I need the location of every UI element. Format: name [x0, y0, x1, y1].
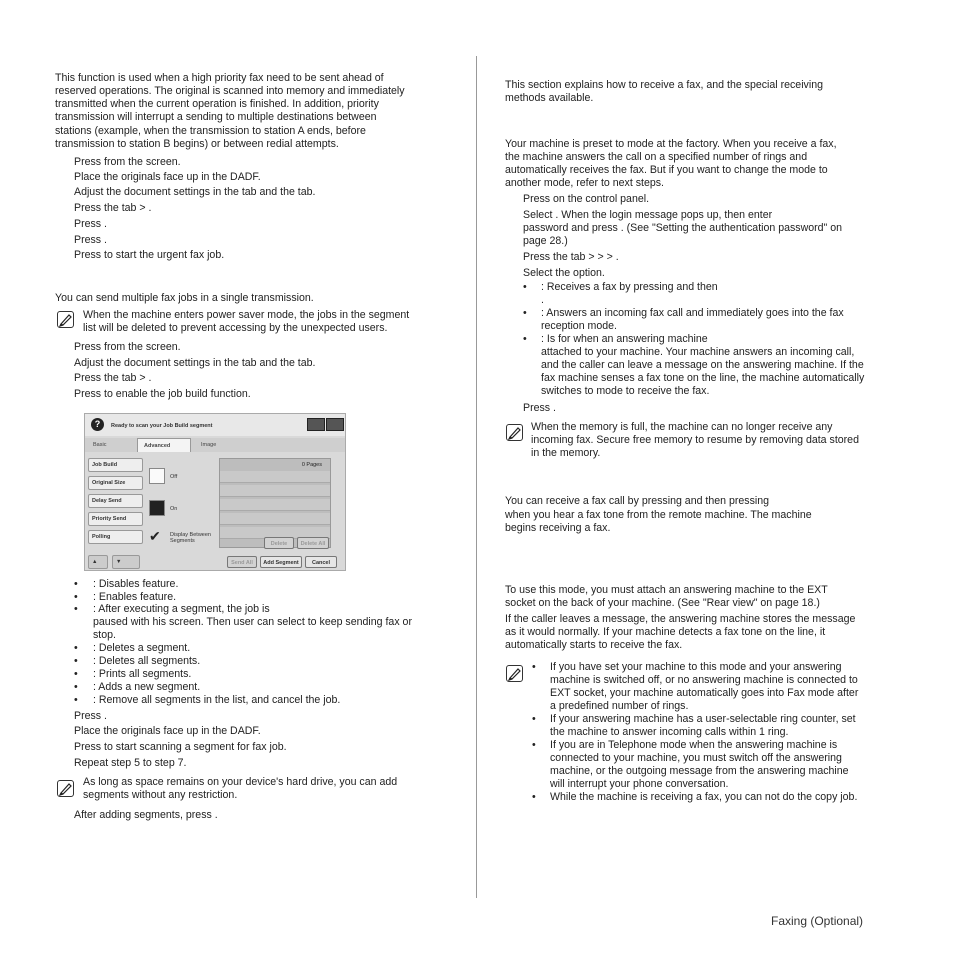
column-divider [476, 56, 477, 898]
step-item: Press . [74, 218, 107, 230]
list-row [220, 513, 330, 525]
note-bullet-text: a predefined number of rings. [550, 700, 689, 712]
receive-intro: methods available. [505, 92, 594, 104]
bullet-text-cont: attached to your machine. Your machine answers an incoming call, [541, 346, 855, 358]
tab-basic: Basic [93, 442, 107, 448]
send-all-button: Send All [227, 556, 257, 568]
priority-intro-line: transmitted when the current operation is finished. In addition, priority [55, 98, 379, 110]
side-polling: Polling [88, 530, 143, 544]
note-bullet-text: machine, or the outgoing message from the answering machine [550, 765, 849, 777]
page-footer: Faxing (Optional) [771, 914, 864, 928]
add-segment-button: Add Segment [260, 556, 302, 568]
preset-text: Your machine is preset to mode at the factory. When you receive a fax, [505, 138, 837, 150]
priority-intro-line: reserved operations. The original is scanned into memory and immediately [55, 85, 405, 97]
note-text: When the machine enters power saver mode, the jobs in the segment [83, 309, 410, 321]
note-bullet-text: If you have set your machine to this mode and your answering [550, 661, 842, 673]
option-on-label: On [170, 506, 178, 512]
bullet-icon: • [523, 281, 527, 293]
preset-text: another mode, refer to next steps. [505, 177, 664, 189]
step-item: Press to start the urgent fax job. [74, 249, 225, 261]
bullet-text-cont: . [541, 294, 544, 306]
bullet-text: : Enables feature. [93, 591, 177, 603]
screen-tabs [85, 438, 345, 452]
manual-text: when you hear a fax tone from the remote machine. The machine [505, 509, 812, 521]
scroll-down-icon: ▼ [112, 555, 140, 569]
bullet-icon: • [532, 661, 536, 673]
note-bullet-text: While the machine is receiving a fax, you can not do the copy job. [550, 791, 858, 803]
bullet-text-cont: paused with his screen. Then user can select to keep sending fax or [93, 616, 412, 628]
manual-text: begins receiving a fax. [505, 522, 611, 534]
step-item: Adjust the document settings in the tab and the tab. [74, 186, 316, 198]
answering-msg: If the caller leaves a message, the answering machine stores the message [505, 613, 856, 625]
step-item: Press to enable the job build function. [74, 388, 251, 400]
scroll-up-icon: ▲ [88, 555, 108, 569]
step-item: Press on the control panel. [523, 193, 650, 205]
bullet-icon: • [74, 681, 78, 693]
bullet-icon: • [74, 603, 78, 615]
tab-image: Image [201, 442, 217, 448]
bullet-text: : After executing a segment, the job is [93, 603, 270, 615]
option-on [149, 500, 165, 516]
bullet-text-cont: and the caller can leave a message on the answering machine. If the [541, 359, 864, 371]
bullet-text-cont: fax machine senses a fax tone on the line, the machine automatically [541, 372, 865, 384]
delete-button: Delete [264, 537, 294, 549]
note-text: list will be deleted to prevent accessing by the unexpected users. [83, 322, 388, 334]
list-row [220, 471, 330, 483]
note-icon [506, 665, 523, 682]
answering-msg: automatically starts to receive the fax. [505, 639, 683, 651]
step-item: Repeat step 5 to step 7. [74, 757, 187, 769]
screen-icon-button [307, 418, 325, 431]
bullet-text: : Deletes a segment. [93, 642, 191, 654]
tab-advanced: Advanced [137, 438, 191, 452]
bullet-icon: • [74, 668, 78, 680]
preset-text: the machine answers the call on a specified number of rings and [505, 151, 808, 163]
multi-send-intro: You can send multiple fax jobs in a single transmission. [55, 292, 314, 304]
step-item: Press to start scanning a segment for fax job. [74, 741, 287, 753]
step-item: Press the tab > . [74, 202, 152, 214]
step-item: Select the option. [523, 267, 605, 279]
step-item: Press . [523, 402, 556, 414]
screen-header [85, 414, 345, 436]
bullet-text-cont: stop. [93, 629, 116, 641]
bullet-text: : Remove all segments in the list, and cancel the job. [93, 694, 341, 706]
bullet-icon: • [523, 333, 527, 345]
bullet-text: : Receives a fax by pressing and then [541, 281, 718, 293]
note-text: incoming fax. Secure free memory to resume by removing data stored [531, 434, 859, 446]
answering-intro: To use this mode, you must attach an answering machine to the EXT [505, 584, 828, 596]
bullet-icon: • [532, 739, 536, 751]
bullet-text: : Answers an incoming fax call and immediately goes into the fax [541, 307, 844, 319]
preset-text: automatically receives the fax. But if you want to change the mode to [505, 164, 828, 176]
home-icon [326, 418, 344, 431]
screen-title: Ready to scan your Job Build segment [111, 423, 213, 429]
step-item: Press from the screen. [74, 341, 181, 353]
side-job-build: Job Build [88, 458, 143, 472]
list-row [220, 499, 330, 511]
step-item: Adjust the document settings in the tab and the tab. [74, 357, 316, 369]
segment-list [219, 458, 331, 548]
bullet-text-cont: switches to mode to receive the fax. [541, 385, 710, 397]
note-icon [57, 780, 74, 797]
priority-intro-line: transmission to station B begins) or between redial attempts. [55, 138, 339, 150]
bullet-icon: • [532, 713, 536, 725]
step-item: Press the tab > . [74, 372, 152, 384]
step-item: Press . [74, 234, 107, 246]
step-item: Press the tab > > > . [523, 251, 619, 263]
option-off-label: Off [170, 474, 178, 480]
bullet-icon: • [74, 642, 78, 654]
note-bullet-text: If you are in Telephone mode when the answering machine is [550, 739, 838, 751]
priority-intro-line: stations (example, when the transmission to station A ends, before [55, 125, 366, 137]
note-bullet-text: If your answering machine has a user-selectable ring counter, set [550, 713, 856, 725]
bullet-text: : Is for when an answering machine [541, 333, 708, 345]
bullet-icon: • [74, 694, 78, 706]
receive-intro: This section explains how to receive a fax, and the special receiving [505, 79, 823, 91]
answering-msg: as it would normally. If your machine detects a fax tone on the line, it [505, 626, 826, 638]
page-count: 0 Pages [301, 462, 322, 468]
display-segments-label: Display Between Segments [170, 532, 211, 544]
note-icon [57, 311, 74, 328]
bullet-text: : Disables feature. [93, 578, 179, 590]
note-bullet-text: EXT socket, your machine automatically goes into Fax mode after [550, 687, 859, 699]
priority-intro-line: This function is used when a high priority fax need to be sent ahead of [55, 72, 384, 84]
bullet-icon: • [74, 655, 78, 667]
note-text: in the memory. [531, 447, 601, 459]
side-delay-send: Delay Send [88, 494, 143, 508]
note-bullet-text: the machine to answer incoming calls within 1 ring. [550, 726, 789, 738]
manual-text: You can receive a fax call by pressing and then pressing [505, 495, 770, 507]
final-step: After adding segments, press . [74, 809, 218, 821]
priority-intro-line: transmission will interrupt a sending to multiple destinations between [55, 111, 377, 123]
list-row [220, 485, 330, 497]
bullet-text: : Prints all segments. [93, 668, 192, 680]
note-bullet-text: connected to your machine, you must switch off the answering [550, 752, 842, 764]
note-text: segments without any restriction. [83, 789, 238, 801]
help-icon: ? [91, 418, 104, 431]
bullet-text-cont: reception mode. [541, 320, 617, 332]
note-icon [506, 424, 523, 441]
step-item: Press . [74, 710, 107, 722]
side-original-size: Original Size [88, 476, 143, 490]
bullet-text: : Adds a new segment. [93, 681, 201, 693]
job-build-screenshot [84, 413, 346, 571]
step-item: Press from the screen. [74, 156, 181, 168]
delete-all-button: Delete All [297, 537, 329, 549]
step-item: Select . When the login message pops up, then enter [523, 209, 773, 221]
bullet-text: : Deletes all segments. [93, 655, 201, 667]
answering-intro: socket on the back of your machine. (See "Rear view" on page 18.) [505, 597, 820, 609]
note-text: When the memory is full, the machine can no longer receive any [531, 421, 833, 433]
step-item: password and press . (See "Setting the authentication password" on [523, 222, 843, 234]
option-off [149, 468, 165, 484]
note-text: As long as space remains on your device's hard drive, you can add [83, 776, 398, 788]
bullet-icon: • [532, 791, 536, 803]
step-item: Place the originals face up in the DADF. [74, 171, 261, 183]
bullet-icon: • [74, 591, 78, 603]
cancel-button: Cancel [305, 556, 337, 568]
side-priority-send: Priority Send [88, 512, 143, 526]
bullet-icon: • [74, 578, 78, 590]
step-item: page 28.) [523, 235, 568, 247]
note-bullet-text: will interrupt your phone conversation. [550, 778, 729, 790]
bullet-icon: • [523, 307, 527, 319]
note-bullet-text: machine is switched off, or no answering machine is connected to [550, 674, 858, 686]
step-item: Place the originals face up in the DADF. [74, 725, 261, 737]
checkmark-icon: ✔ [149, 528, 161, 544]
